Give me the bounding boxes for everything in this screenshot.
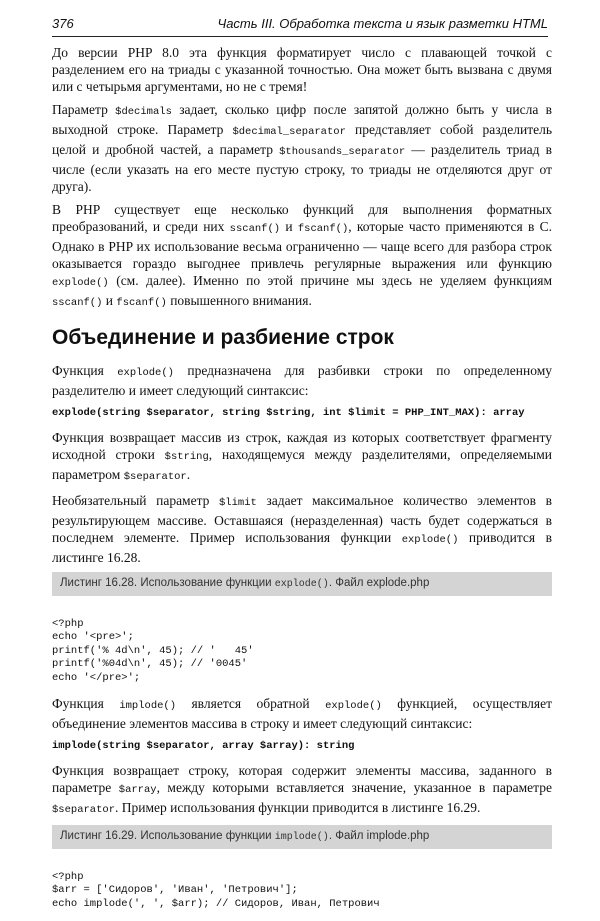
paragraph-limit: Необязательный параметр $limit задает максимальное количество элементов в результирующем массиве. Оставшаяся (неразделенная) часть будет содержаться в последнем элементе. Пример использования функции explode() приводится в листинге 16.28. [52, 493, 553, 565]
running-title: Часть III. Обработка текста и язык разметки HTML [217, 16, 548, 31]
code-line: printf('% 4d\n', 45); // ' 45' [52, 644, 254, 657]
paragraph-implode-returns: Функция возвращает строку, которая содержит элементы массива, заданного в параметре $array, между которыми вставляется значение, указанное в параметре $separator. Пример использования функции приводится в листинге 16.29. [52, 763, 552, 816]
listing-16-28-code [52, 604, 552, 685]
listing-16-29-code [52, 857, 552, 911]
paragraph-parameters: Параметр $decimals задает, сколько цифр после запятой должно быть у числа в выходной строке. Параметр $decimal_separator представляет собой разделитель целой и дробной частей, а параметр $thousands_separator — разделитель триад в числе (если указать на его месте пустую строку, то триады не отделяются друг от друга). [52, 102, 553, 194]
explode-syntax: explode(string $separator, string $string, int $limit = PHP_INT_MAX): array [52, 407, 525, 419]
paragraph-scanf: В PHP существует еще несколько функций для выполнения форматных преобразований, и среди них sscanf() и fscanf(), которые часто применяются в C. Однако в PHP их использование весьма ограниченно — чаще всего для разбора строк оказывается гораздо выгоднее привлечь регулярные выражения или функцию explode() (см. далее). Именно по этой причине мы здесь не уделяем функциям sscanf() и fscanf() повышенного внимания. [52, 202, 552, 309]
listing-16-28-title: Листинг 16.28. Использование функции explode(). Файл explode.php [52, 572, 552, 596]
section-title: Объединение и разбиение строк [52, 326, 394, 349]
code-line: <?php [52, 617, 84, 630]
paragraph-explode-returns: Функция возвращает массив из строк, каждая из которых соответствует фрагменту исходной строки $string, находящемуся между разделителями, определяемыми параметром $separator. [52, 430, 553, 483]
paragraph-number-format: До версии PHP 8.0 эта функция форматирует число с плавающей точкой с разделением его на триады с указанной точностью. Она может быть вызвана с двумя или с четырьмя аргументами, но не с тремя! [52, 45, 552, 94]
code-line: echo '<pre>'; [52, 631, 134, 643]
code-line: echo '</pre>'; [52, 671, 141, 684]
code-line: printf('%04d\n', 45); // '0045' [52, 658, 248, 670]
implode-syntax: implode(string $separator, array $array): string [52, 740, 355, 752]
page-header [52, 14, 548, 37]
code-line: $arr = ['Сидоров', 'Иван', 'Петрович']; [52, 884, 298, 896]
code-line: <?php [52, 870, 84, 883]
code-line: echo implode(', ', $arr); // Сидоров, Иван, Петрович [52, 897, 380, 910]
page-number: 376 [52, 16, 74, 31]
paragraph-explode-intro: Функция explode() предназначена для разбивки строки по определенному разделителю и имеет следующий синтаксис: [52, 363, 552, 398]
paragraph-implode-intro: Функция implode() является обратной explode() функцией, осуществляет объединение элементов массива в строку и имеет следующий синтаксис: [52, 696, 552, 731]
page-content [52, 44, 552, 921]
listing-16-29-title: Листинг 16.29. Использование функции implode(). Файл implode.php [52, 825, 552, 849]
